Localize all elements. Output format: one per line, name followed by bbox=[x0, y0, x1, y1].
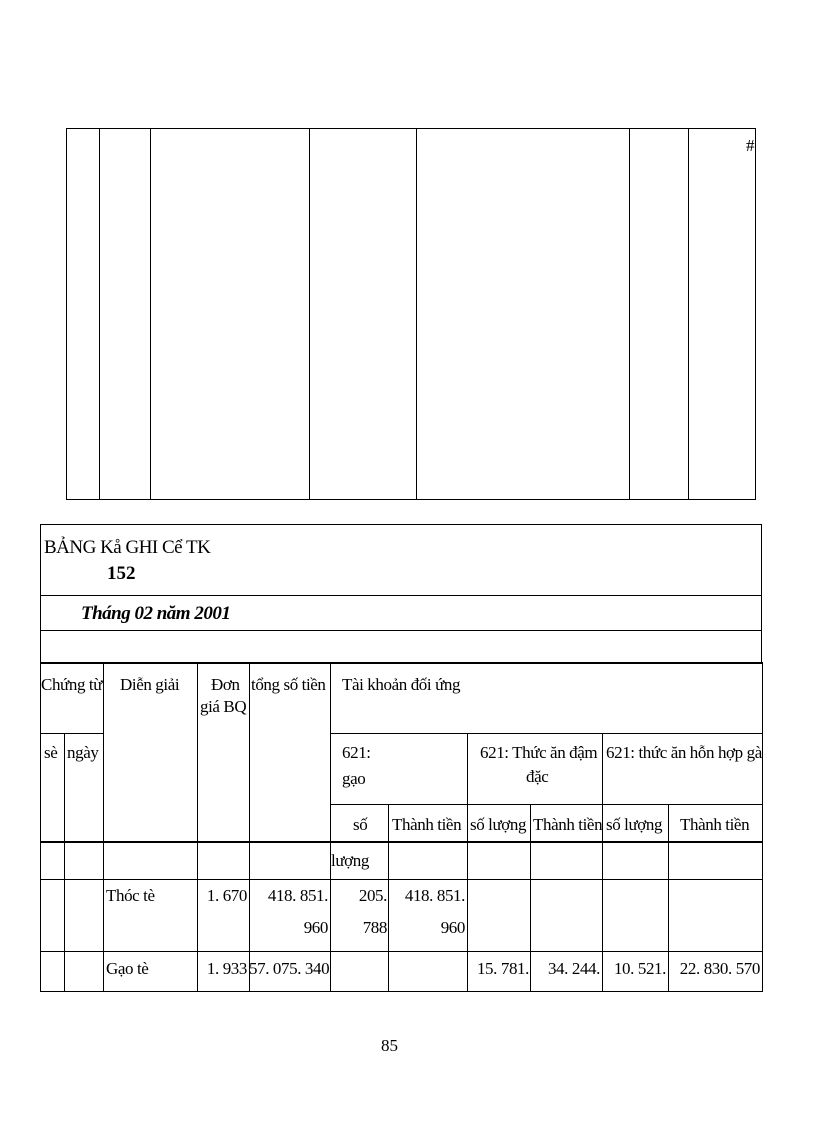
row-tong-so-tien: 960 bbox=[303, 918, 328, 937]
frame-column-line bbox=[688, 129, 689, 499]
table-bottom-border bbox=[40, 991, 762, 992]
row-line bbox=[330, 733, 762, 734]
row-line bbox=[330, 804, 762, 805]
row-gao-thanh-tien: 960 bbox=[440, 918, 465, 937]
header-thanh-tien: Thành tiền bbox=[680, 815, 750, 834]
header-thanh-tien: Thành tiền bbox=[533, 815, 603, 834]
row-dien-giai: Thóc tè bbox=[106, 886, 155, 905]
row-dam-dac-thanh-tien: 34. 244. bbox=[547, 959, 600, 978]
col-line bbox=[197, 662, 198, 992]
row-dam-dac-so-luong: 15. 781. bbox=[476, 959, 529, 978]
account-thuc-an-dam-dac: 621: Thức ăn đậm bbox=[480, 743, 598, 762]
divider bbox=[41, 630, 761, 631]
col-line bbox=[40, 662, 41, 992]
row-tong-so-tien: 57. 075. 340 bbox=[249, 959, 330, 978]
col-line bbox=[762, 662, 763, 992]
frame-column-line bbox=[629, 129, 630, 499]
row-gao-thanh-tien: 418. 851. bbox=[404, 886, 465, 905]
row-dien-giai: Gạo tè bbox=[106, 959, 149, 978]
col-line bbox=[330, 662, 331, 992]
frame-column-line bbox=[309, 129, 310, 499]
report-period: Tháng 02 năm 2001 bbox=[81, 603, 231, 624]
col-line bbox=[103, 662, 104, 992]
header-tai-khoan-doi-ung: Tài khoản đối ứng bbox=[342, 675, 461, 694]
account-thuc-an-hon-hop: 621: thức ăn hỗn hợp gà bbox=[606, 743, 762, 762]
row-gao-so-luong: 788 bbox=[362, 918, 387, 937]
row-hon-hop-so-luong: 10. 521. bbox=[613, 959, 666, 978]
header-chung-tu: Chứng từ bbox=[41, 675, 103, 694]
row-don-gia: 1. 933 bbox=[206, 959, 247, 978]
col-line bbox=[249, 662, 250, 992]
header-so-luong: số bbox=[353, 815, 368, 834]
row-gao-so-luong: 205. bbox=[358, 886, 387, 905]
frame-column-line bbox=[416, 129, 417, 499]
header-so: sè bbox=[44, 743, 58, 762]
header-dien-giai: Diễn giải bbox=[120, 675, 180, 694]
divider bbox=[41, 595, 761, 596]
page-number: 85 bbox=[381, 1036, 398, 1055]
report-title: BẢNG Kå GHI Cể TK bbox=[44, 537, 211, 558]
row-line bbox=[40, 841, 762, 843]
ledger-table bbox=[40, 662, 762, 992]
header-so-luong: số lượng bbox=[606, 815, 663, 834]
account-gao: gạo bbox=[342, 769, 366, 788]
overflow-hash-mark: # bbox=[746, 136, 754, 155]
header-so-luong: số lượng bbox=[470, 815, 527, 834]
row-line bbox=[40, 951, 762, 952]
row-hon-hop-thanh-tien: 22. 830. 570 bbox=[679, 959, 760, 978]
frame-column-line bbox=[150, 129, 151, 499]
row-tong-so-tien: 418. 851. bbox=[267, 886, 328, 905]
row-don-gia: 1. 670 bbox=[206, 886, 247, 905]
account-gao: 621: bbox=[342, 743, 371, 762]
frame-column-line bbox=[99, 129, 100, 499]
account-number: 152 bbox=[107, 563, 136, 584]
col-line bbox=[64, 733, 65, 992]
header-ngay: ngày bbox=[67, 743, 99, 762]
table-top-border bbox=[40, 662, 762, 664]
empty-ledger-frame bbox=[66, 128, 756, 500]
row-line bbox=[40, 879, 762, 880]
header-so-luong: lượng bbox=[331, 851, 369, 870]
header-don-gia: giá BQ bbox=[200, 697, 247, 716]
col-line bbox=[467, 733, 468, 992]
header-thanh-tien: Thành tiền bbox=[392, 815, 462, 834]
row-line bbox=[40, 733, 103, 734]
header-don-gia: Đơn bbox=[211, 675, 240, 694]
col-line bbox=[602, 733, 603, 992]
account-thuc-an-dam-dac: đặc bbox=[526, 767, 549, 786]
header-tong-so-tien: tổng số tiền bbox=[251, 675, 326, 694]
report-title-block bbox=[40, 524, 762, 664]
